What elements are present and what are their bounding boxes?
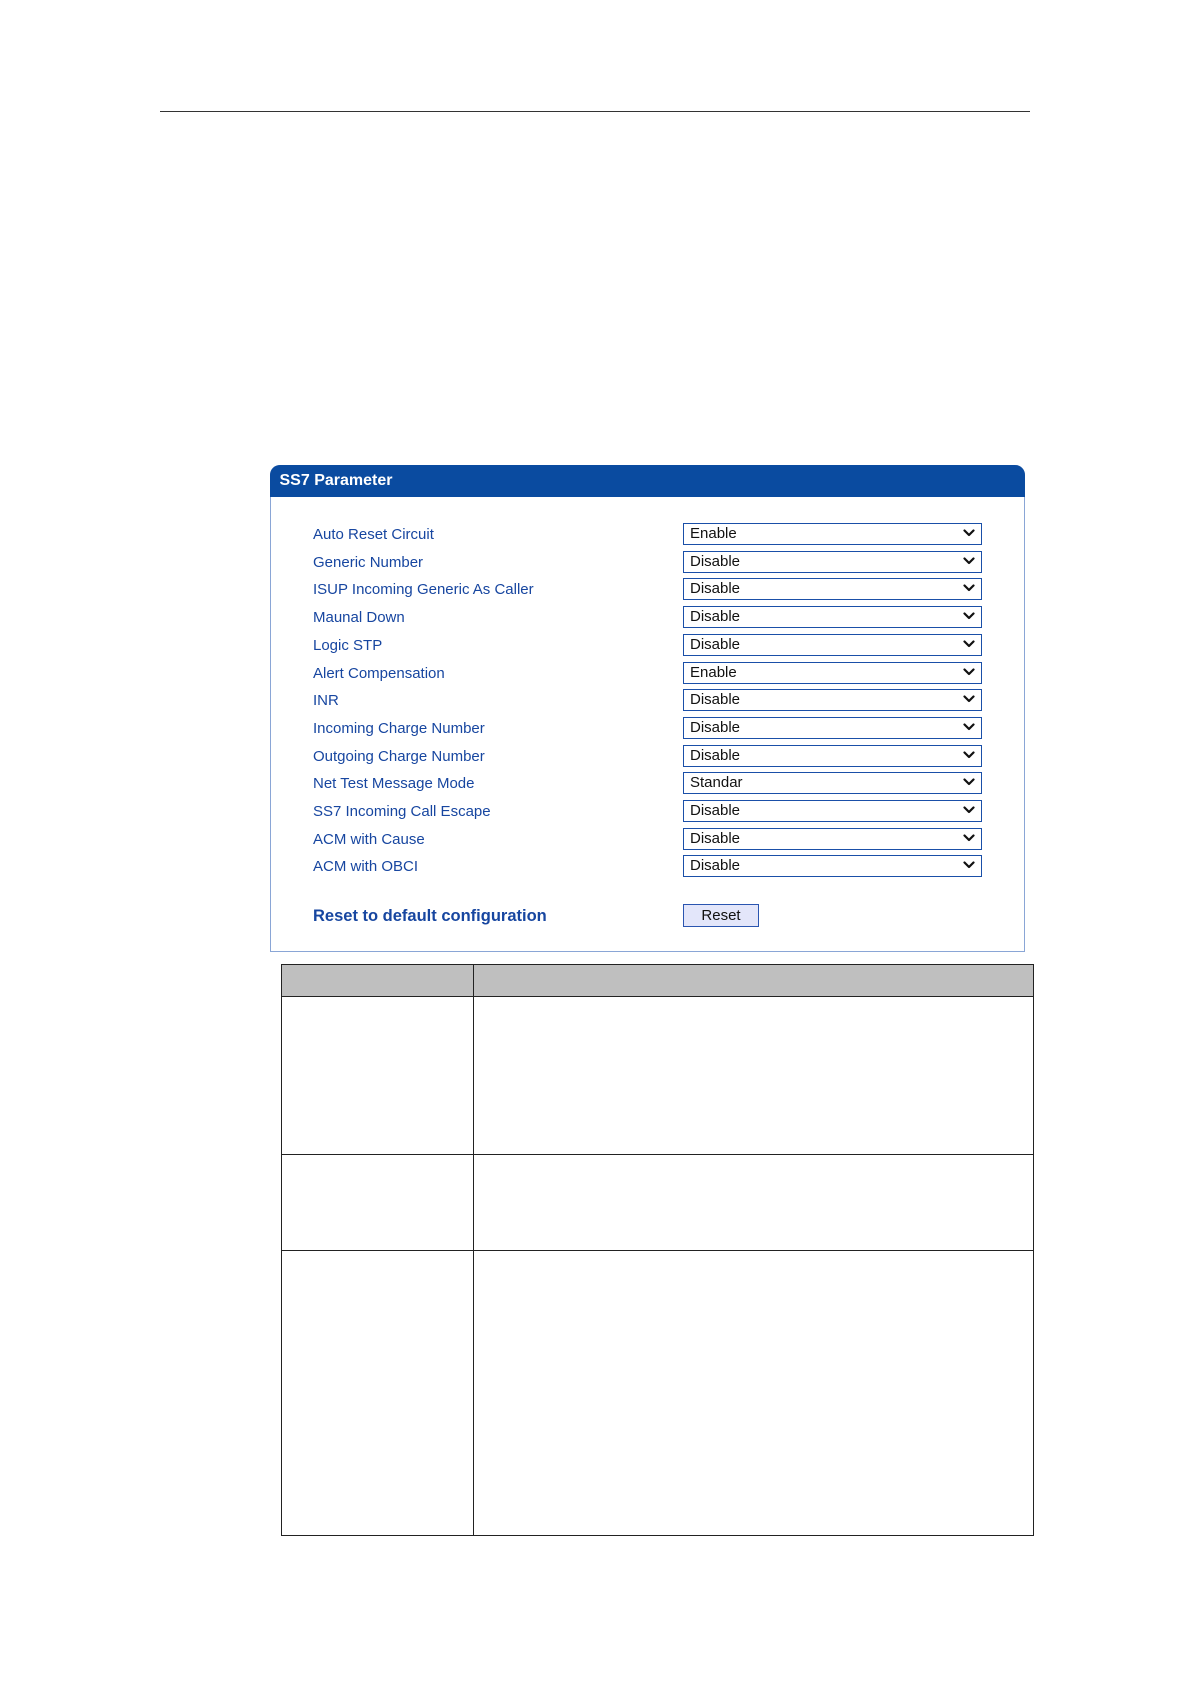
parameter-row <box>271 523 1024 547</box>
chevron-down-icon <box>963 555 975 567</box>
parameter-row <box>271 828 1024 852</box>
parameter-row <box>271 745 1024 769</box>
parameter-select-value: Disable <box>690 746 741 764</box>
parameter-select[interactable] <box>683 828 982 850</box>
parameter-select-value: Disable <box>690 635 741 653</box>
chevron-down-icon <box>963 804 975 816</box>
table-cell <box>474 1155 1034 1251</box>
parameter-label: Generic Number <box>313 553 424 571</box>
panel-title: SS7 Parameter <box>279 471 393 489</box>
ss7-parameter-panel <box>270 465 1025 952</box>
parameter-row <box>271 634 1024 658</box>
parameter-label: Outgoing Charge Number <box>313 747 485 765</box>
parameter-row <box>271 578 1024 602</box>
parameter-select[interactable] <box>683 772 982 794</box>
parameter-select-value: Disable <box>690 608 741 626</box>
table-header-cell <box>474 965 1034 997</box>
chevron-down-icon <box>963 749 975 761</box>
parameter-select[interactable] <box>683 745 982 767</box>
chevron-down-icon <box>963 776 975 788</box>
parameter-select-value: Disable <box>690 718 741 736</box>
chevron-down-icon <box>963 666 975 678</box>
chevron-down-icon <box>963 693 975 705</box>
parameter-select[interactable] <box>683 689 982 711</box>
parameter-label: SS7 Incoming Call Escape <box>313 803 491 820</box>
table-cell <box>474 1251 1034 1536</box>
parameter-select[interactable] <box>683 551 982 573</box>
chevron-down-icon <box>963 832 975 844</box>
chevron-down-icon <box>963 527 975 539</box>
parameter-row <box>271 772 1024 796</box>
parameter-row <box>271 551 1024 575</box>
parameter-select-value: Disable <box>690 857 741 875</box>
table-row <box>282 1155 1034 1251</box>
parameter-select-value: Enable <box>690 663 737 681</box>
parameter-select-value: Disable <box>690 829 741 847</box>
parameter-select-value: Disable <box>690 580 741 598</box>
chevron-down-icon <box>963 582 975 594</box>
parameter-row <box>271 855 1024 879</box>
panel-header <box>270 465 1025 497</box>
parameter-label: Maunal Down <box>313 609 405 627</box>
parameter-row <box>271 800 1024 824</box>
parameter-label: Net Test Message Mode <box>313 775 475 793</box>
parameter-label: ISUP Incoming Generic As Caller <box>313 581 534 599</box>
parameter-label: INR <box>313 692 339 710</box>
parameter-select-value: Disable <box>690 552 741 570</box>
table-cell <box>282 1155 474 1251</box>
parameter-select[interactable] <box>683 662 982 684</box>
parameter-label: ACM with OBCI <box>313 858 419 876</box>
chevron-down-icon <box>963 610 975 622</box>
parameter-select[interactable] <box>683 606 982 628</box>
parameter-label: Alert Compensation <box>313 664 445 682</box>
parameter-label: Auto Reset Circuit <box>313 526 434 543</box>
parameter-select[interactable] <box>683 800 982 822</box>
chevron-down-icon <box>963 721 975 733</box>
table-header-cell <box>282 965 474 997</box>
description-table <box>281 964 1034 1536</box>
reset-label: Reset to default configuration <box>313 907 547 925</box>
parameter-label: Incoming Charge Number <box>313 719 485 737</box>
parameter-select-value: Standar <box>690 774 743 792</box>
parameter-select[interactable] <box>683 578 982 600</box>
table-cell <box>282 1251 474 1536</box>
parameter-select[interactable] <box>683 855 982 877</box>
parameter-select-value: Disable <box>690 691 741 709</box>
header-rule <box>160 111 1030 112</box>
parameter-select-value: Disable <box>690 802 741 819</box>
parameter-select[interactable] <box>683 717 982 739</box>
parameter-select-value: Enable <box>690 525 737 542</box>
table-cell <box>474 997 1034 1155</box>
parameter-row <box>271 689 1024 713</box>
parameter-label: Logic STP <box>313 636 383 654</box>
chevron-down-icon <box>963 638 975 650</box>
reset-button[interactable]: Reset <box>683 904 759 927</box>
parameter-row <box>271 662 1024 686</box>
table-header-row <box>282 965 1034 997</box>
table-row <box>282 1251 1034 1536</box>
parameter-row <box>271 606 1024 630</box>
parameter-row <box>271 717 1024 741</box>
table-cell <box>282 997 474 1155</box>
chevron-down-icon <box>963 859 975 871</box>
parameter-select[interactable] <box>683 523 982 545</box>
parameter-label: ACM with Cause <box>313 830 425 848</box>
table-row <box>282 997 1034 1155</box>
parameter-select[interactable] <box>683 634 982 656</box>
